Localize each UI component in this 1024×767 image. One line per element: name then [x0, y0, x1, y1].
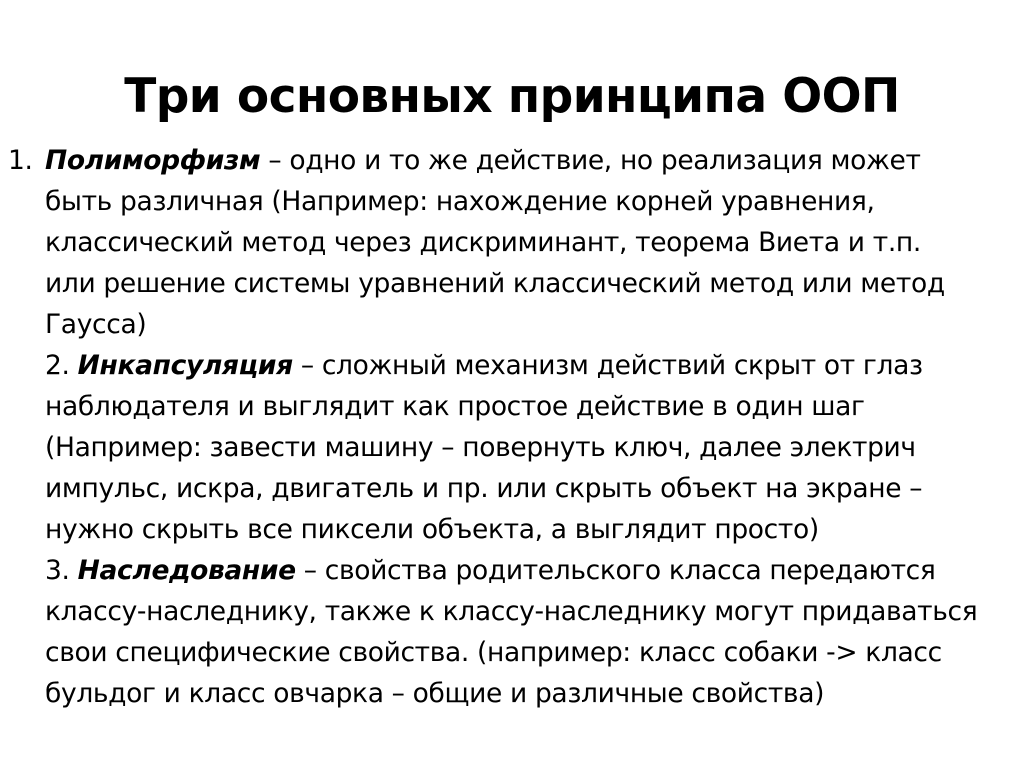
principle-line: свои специфические свойства. (например: класс собаки -> класс	[45, 637, 942, 668]
principle-line: (Например: завести машину – повернуть ключ, далее электрич	[45, 432, 916, 463]
principle-polymorphism	[8, 140, 1008, 345]
principle-line: наблюдателя и выглядит как простое действие в один шаг	[45, 391, 865, 422]
principle-line	[45, 140, 1008, 181]
slide-title: Три основных принципа ООП	[124, 69, 900, 124]
principle-text: – свойства родительского класса передаются	[295, 555, 936, 586]
slide-body	[8, 140, 1008, 714]
principle-line: импульс, искра, двигатель и пр. или скрыть объект на экране –	[45, 473, 923, 504]
principle-line: нужно скрыть все пиксели объекта, а выглядит просто)	[45, 514, 819, 545]
principle-line: быть различная (Например: нахождение корней уравнения,	[45, 186, 875, 217]
principle-line: классический метод через дискриминант, теорема Виета и т.п.	[45, 227, 921, 258]
principle-line: Гаусса)	[45, 309, 147, 340]
principle-text: – одно и то же действие, но реализация может	[260, 145, 921, 176]
principle-term: Полиморфизм	[45, 145, 261, 176]
principle-line	[45, 550, 1008, 591]
principle-encapsulation	[8, 345, 1008, 550]
principle-line: классу-наследнику, также к классу-наследнику могут придаваться	[45, 596, 978, 627]
principle-term: Наследование	[77, 555, 296, 586]
principle-line	[45, 345, 1008, 386]
principle-number: 3.	[45, 555, 70, 586]
principle-number: 2.	[45, 350, 70, 381]
principle-inheritance	[8, 550, 1008, 714]
principle-line: бульдог и класс овчарка – общие и различные свойства)	[45, 678, 825, 709]
principle-number: 1.	[8, 145, 33, 176]
principle-line: или решение системы уравнений классический метод или метод	[45, 268, 945, 299]
principle-text: – сложный механизм действий скрыт от глаз	[292, 350, 923, 381]
principle-term: Инкапсуляция	[77, 350, 293, 381]
